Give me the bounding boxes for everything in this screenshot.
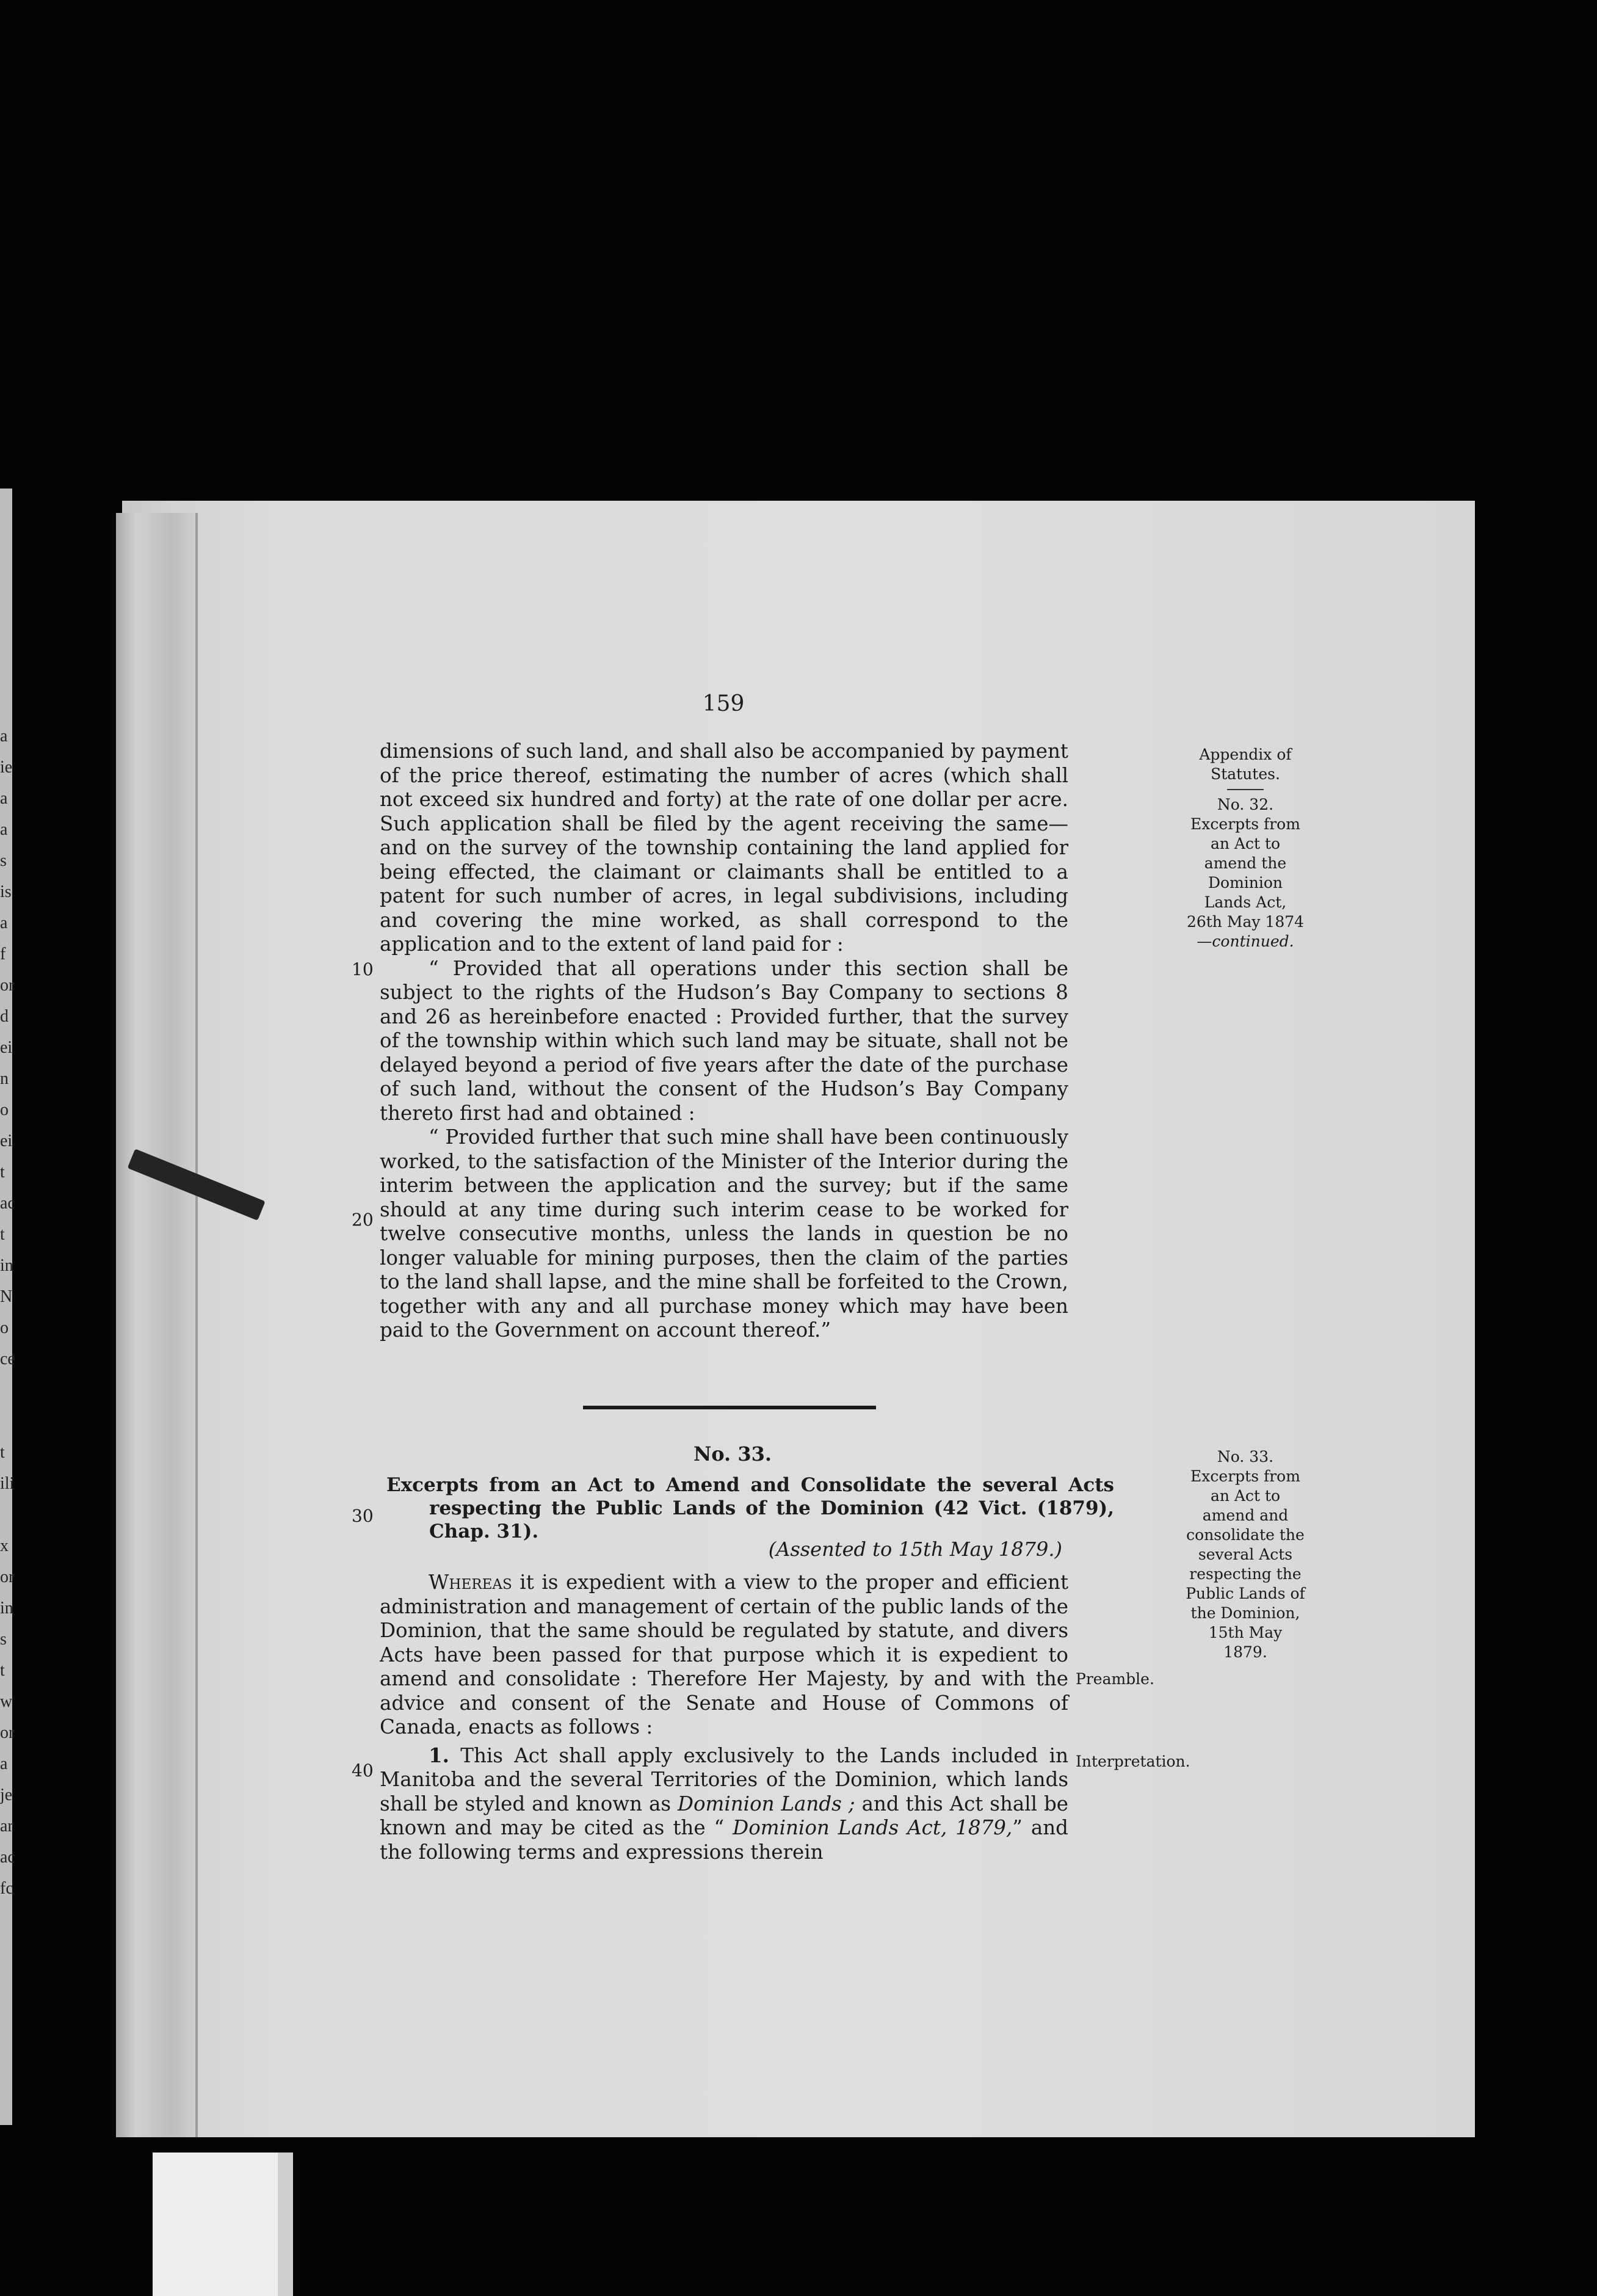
section-1-text-b: and this Act shall be known and may be cited as the “ [380,1792,1068,1839]
body-text-top [380,739,1068,1343]
margin-rule [1227,789,1264,790]
body-text-bottom [380,1571,1068,1864]
act-excerpt-title: Excerpts from an Act to Amend and Consolidate the several Acts respecting the Public Lands of the Dominion (42 Vict. (1879), Chap. 31). [386,1474,1114,1542]
line-number-20: 20 [352,1210,374,1230]
section-number-heading: No. 33. [693,1442,772,1466]
no33-text: Excerpts from an Act to amend and consolidate the several Acts respecting the Public Lands of the Dominion, 15th May 1879. [1186,1467,1305,1661]
assent-date: (Assented to 15th May 1879.) [768,1538,1062,1561]
margin-note-no33 [1184,1447,1306,1662]
page-gutter-fold [116,513,198,2137]
section-1-number: 1. [429,1743,449,1767]
no33-label: No. 33. [1217,1448,1274,1466]
paper-slip [153,2152,293,2296]
line-number-40: 40 [352,1760,374,1781]
paragraph-section-1 [380,1743,1068,1865]
paragraph-preamble [380,1571,1068,1740]
section-1-text-a: This Act shall apply exclusively to the Lands included in Manitoba and the several Territories of the Dominion, which lands shall be styled and known as [380,1743,1068,1815]
section-divider [583,1406,876,1409]
no32-text: Excerpts from an Act to amend the Dominion Lands Act, 26th May 1874— [1186,815,1305,950]
line-number-10: 10 [352,959,374,979]
no32-label: No. 32. [1217,796,1274,813]
section-1-italic-b: Dominion Lands Act, 1879, [733,1816,1013,1839]
paragraph-land-application: dimensions of such land, and shall also be accompanied by payment of the price thereof, estimating the number of acres (which shall not exceed six hundred and forty) at the rate of one dollar per acre. Such application shall be filed by the agent receiving the same—and on the survey of the township containing the land applied for being effected, the claimant or claimants shall be entitled to a patent for such number of acres, in legal subdivisions, including and covering the mine worked, as shall correspond to the application and to the extent of land paid for : [380,739,1068,956]
paragraph-proviso-hudsons-bay: “ Provided that all operations under this section shall be subject to the rights of the Hudson’s Bay Company to sections 8 and 26 as hereinbefore enacted : Provided further, that the survey of the township within which such land may be situate, shall not be delayed beyond a period of five years after the date of the purchase of such land, without the consent of the Hudson’s Bay Company thereto first had and obtained : [380,956,1068,1125]
appendix-heading: Appendix of Statutes. [1199,746,1292,783]
line-number-30: 30 [352,1506,374,1526]
section-1-text-c: ” and the following terms and expressions therein [380,1816,1068,1864]
no32-italic: continued. [1212,932,1294,950]
section-1-italic-a: Dominion Lands ; [677,1792,855,1815]
preamble-side-label: Preamble. [1076,1670,1154,1688]
adjacent-page-text-fragments: a ie a a s is a f or d ei n o ei t ac t in N o ce t ili x or in s t w or a je ar ac fc [0,727,15,1898]
interpretation-side-label: Interpretation. [1076,1753,1190,1770]
whereas-word: Whereas [429,1571,512,1594]
paragraph-proviso-mine-worked: “ Provided further that such mine shall have been continuously worked, to the satisfaction of the Minister of the Interior during the interim between the application and the survey; but if the same should at any time during such interim cease to be worked for twelve consecutive months, unless the lands in question be no longer valuable for mining purposes, then the claim of the parties to the land shall lapse, and the mine shall be forfeited to the Crown, together with any and all purchase money which may have been paid to the Government on account thereof.” [380,1125,1068,1342]
margin-note-appendix [1184,745,1306,951]
preamble-text: it is expedient with a view to the proper and efficient administration and management of certain of the public lands of the Dominion, that the same should be regulated by statute, and divers Acts have been passed for that purpose which it is expedient to amend and consolidate : Therefore Her Majesty, by and with the advice and consent of the Senate and House of Commons of Canada, enacts as follows : [380,1571,1069,1738]
page-number: 159 [702,691,745,716]
